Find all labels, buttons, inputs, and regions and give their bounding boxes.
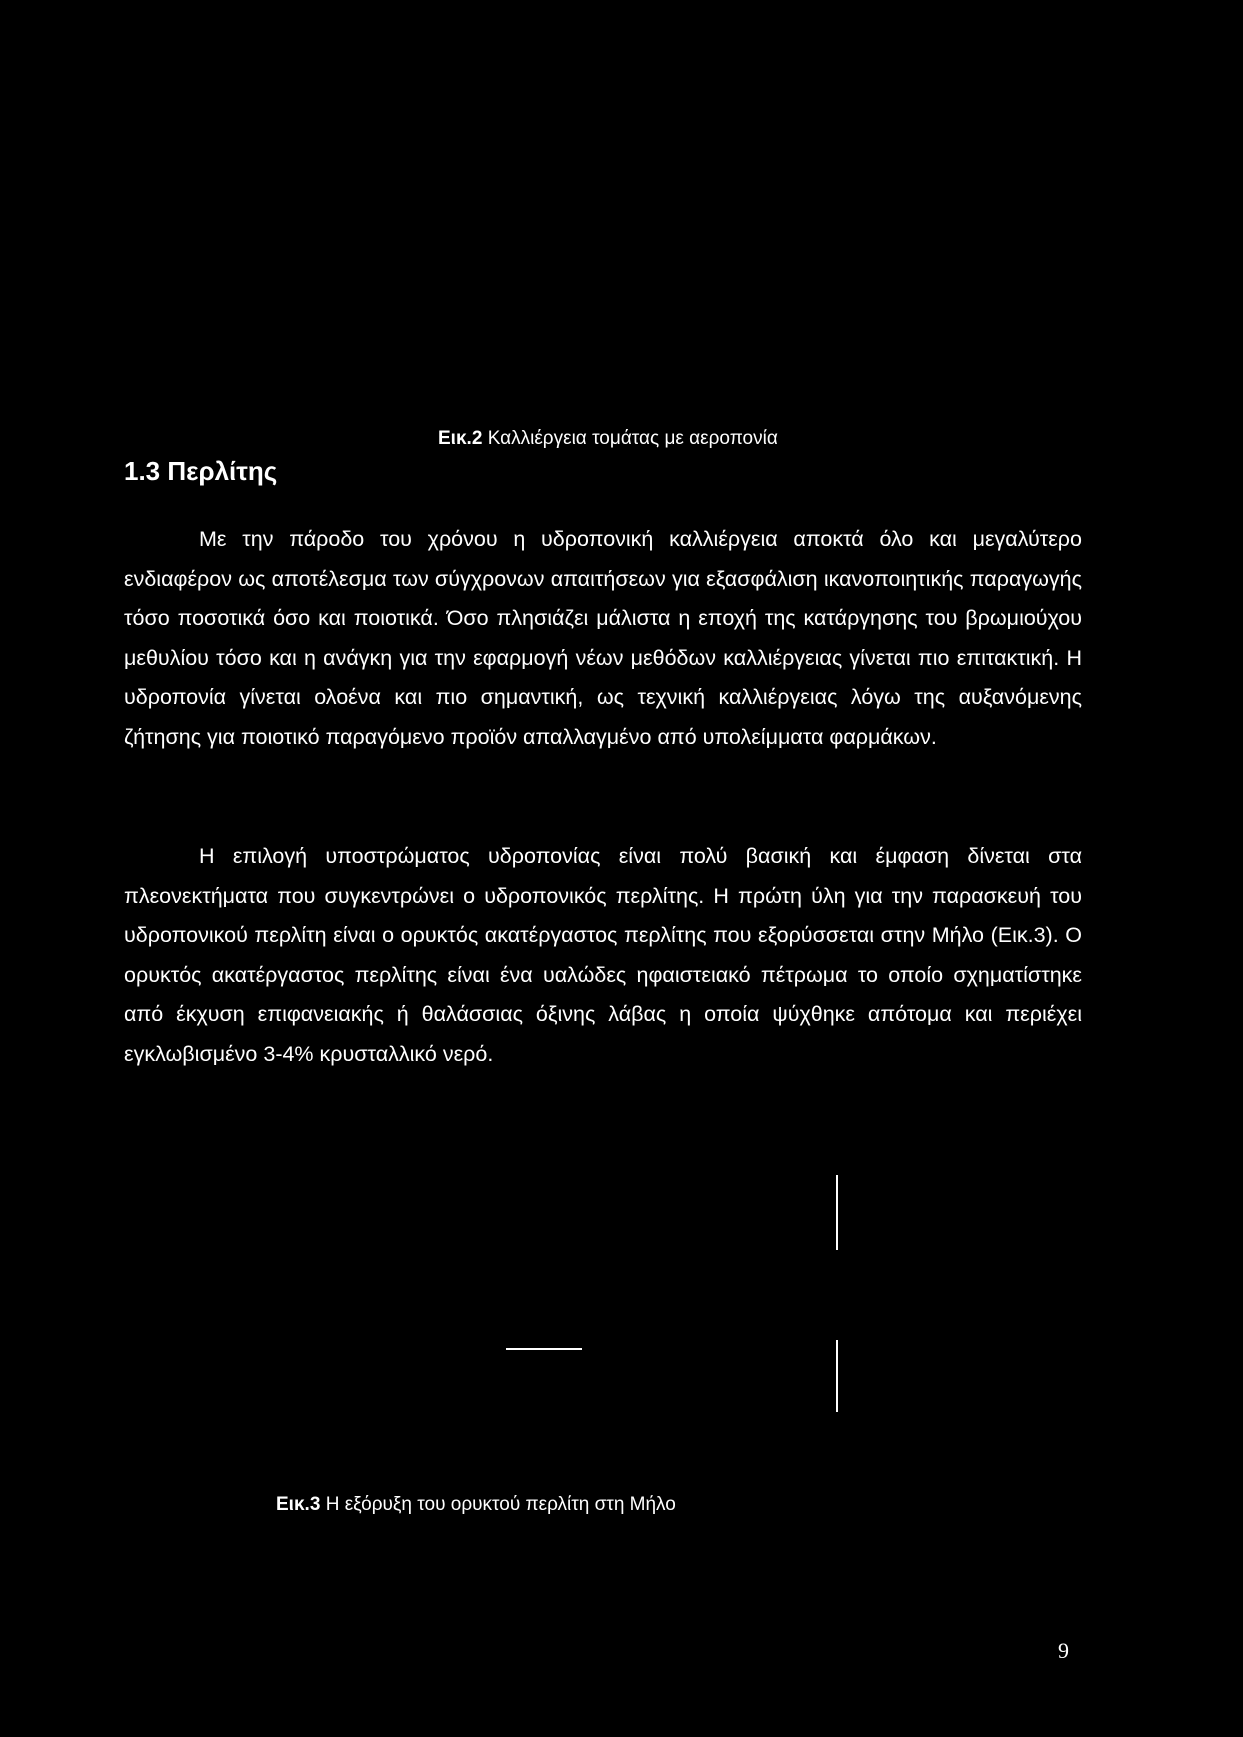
- figure2-text: Καλλιέργεια τομάτας με αεροπονία: [487, 428, 778, 449]
- figure3-text: Η εξόρυξη του ορυκτού περλίτη στη Μήλο: [325, 1494, 676, 1515]
- figure3-artifact-vertical-2: [836, 1340, 838, 1412]
- figure2-caption: [438, 428, 778, 450]
- page-number: 9: [1058, 1638, 1069, 1663]
- figure2-label: Εικ.2: [438, 428, 483, 449]
- paragraph-1: Με την πάροδο του χρόνου η υδροπονική καλλιέργεια αποκτά όλο και μεγαλύτερο ενδιαφέρον ως αποτέλεσμα των σύγχρονων απαιτήσεων για εξασφάλιση ικανοποιητικής παραγωγής τόσο ποσοτικά όσο και ποιοτικά. Όσο πλησιάζει μάλιστα η εποχή της κατάργησης του βρωμιούχου μεθυλίου τόσο και η ανάγκη για την εφαρμογή νέων μεθόδων καλλιέργειας γίνεται πιο επιτακτική. Η υδροπονία γίνεται ολοένα και πιο σημαντική, ως τεχνική καλλιέργειας λόγω της αυξανόμενης ζήτησης για ποιοτικό παραγόμενο προϊόν απαλλαγμένο από υπολείμματα φαρμάκων.: [124, 527, 1082, 749]
- section-heading: 1.3 Περλίτης: [124, 456, 278, 486]
- figure3-caption: [276, 1494, 676, 1516]
- figure3-artifact-vertical-1: [836, 1175, 838, 1250]
- figure3-label: Εικ.3: [276, 1494, 321, 1515]
- paragraph-2: Η επιλογή υποστρώματος υδροπονίας είναι πολύ βασική και έμφαση δίνεται στα πλεονεκτήματα που συγκεντρώνει ο υδροπονικός περλίτης. Η πρώτη ύλη για την παρασκευή του υδροπονικού περλίτη είναι ο ορυκτός ακατέργαστος περλίτης που εξορύσσεται στην Μήλο (Εικ.3). Ο ορυκτός ακατέργαστος περλίτης είναι ένα υαλώδες ηφαιστειακό πέτρωμα το οποίο σχηματίστηκε από έκχυση επιφανειακής ή θαλάσσιας όξινης λάβας η οποία ψύχθηκε απότομα και περιέχει εγκλωβισμένο 3-4% κρυσταλλικό νερό.: [124, 844, 1082, 1066]
- figure3-artifact-horizontal: [506, 1348, 582, 1350]
